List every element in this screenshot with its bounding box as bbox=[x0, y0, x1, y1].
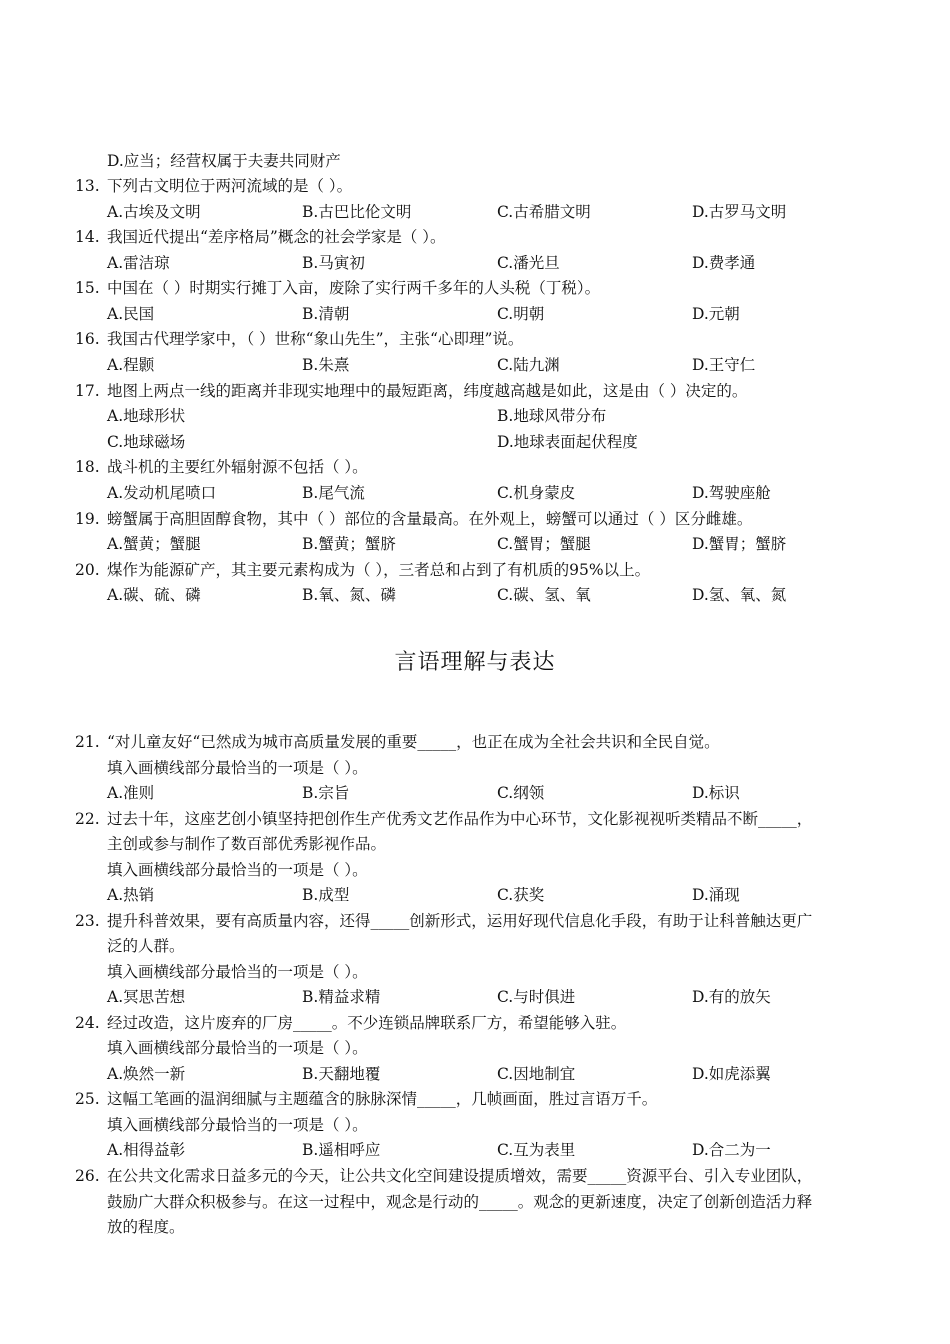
option-b: B.天翻地覆 bbox=[302, 1065, 381, 1083]
option-a: A.雷洁琼 bbox=[107, 254, 170, 272]
option-c: C.地球磁场 bbox=[107, 433, 186, 451]
question-number: 13. bbox=[75, 177, 100, 195]
option-c: C.古希腊文明 bbox=[497, 203, 591, 221]
option-d: D.费孝通 bbox=[692, 254, 756, 272]
question-stem: 提升科普效果，要有高质量内容，还得_____创新形式，运用好现代信息化手段，有助于让科普触达更广 bbox=[107, 912, 813, 930]
question-number: 14. bbox=[75, 228, 100, 246]
question-stem: 煤作为能源矿产，其主要元素构成为（ ），三者总和占到了有机质的95%以上。 bbox=[107, 561, 651, 579]
question-stem: 我国古代理学家中，（ ）世称“象山先生”，主张“心即理”说。 bbox=[107, 330, 524, 348]
option-a: A.蟹黄；蟹腿 bbox=[107, 535, 201, 553]
option-a: A.地球形状 bbox=[107, 407, 186, 425]
question-number: 18. bbox=[75, 458, 100, 476]
option-c: C.明朝 bbox=[497, 305, 545, 323]
option-a: A.相得益彰 bbox=[107, 1141, 186, 1159]
option-b: B.成型 bbox=[302, 886, 350, 904]
option-b: B.尾气流 bbox=[302, 484, 365, 502]
question-prompt: 填入画横线部分最恰当的一项是（ ）。 bbox=[107, 1039, 368, 1057]
option-a: A.碳、硫、磷 bbox=[107, 586, 201, 604]
option-d: D.如虎添翼 bbox=[692, 1065, 771, 1083]
question-number: 23. bbox=[75, 912, 100, 930]
question-stem: 过去十年，这座艺创小镇坚持把创作生产优秀文艺作品作为中心环节，文化影视视听类精品不断_____， bbox=[107, 810, 813, 828]
option-d: D.标识 bbox=[692, 784, 740, 802]
option-d: D.应当；经营权属于夫妻共同财产 bbox=[107, 152, 341, 170]
question-prompt: 填入画横线部分最恰当的一项是（ ）。 bbox=[107, 861, 368, 879]
option-d: D.合二为一 bbox=[692, 1141, 771, 1159]
question-number: 21. bbox=[75, 733, 100, 751]
option-c: C.与时俱进 bbox=[497, 988, 576, 1006]
question-prompt: 填入画横线部分最恰当的一项是（ ）。 bbox=[107, 1116, 368, 1134]
option-a: A.民国 bbox=[107, 305, 155, 323]
question-prompt: 填入画横线部分最恰当的一项是（ ）。 bbox=[107, 963, 368, 981]
option-c: C.碳、氢、氧 bbox=[497, 586, 591, 604]
question-stem: 在公共文化需求日益多元的今天，让公共文化空间建设提质增效，需要_____资源平台、引入专业团队， bbox=[107, 1167, 813, 1185]
option-b: B.地球风带分布 bbox=[497, 407, 607, 425]
option-b: B.氧、氮、磷 bbox=[302, 586, 396, 604]
option-c: C.因地制宜 bbox=[497, 1065, 576, 1083]
option-d: D.王守仁 bbox=[692, 356, 756, 374]
question-number: 25. bbox=[75, 1090, 100, 1108]
question-stem: 我国近代提出“差序格局”概念的社会学家是（ ）。 bbox=[107, 228, 446, 246]
question-stem: 螃蟹属于高胆固醇食物，其中（ ）部位的含量最高。在外观上，螃蟹可以通过（ ）区分雌雄。 bbox=[107, 510, 753, 528]
option-c: C.潘光旦 bbox=[497, 254, 560, 272]
option-a: A.准则 bbox=[107, 784, 155, 802]
question-stem: 经过改造，这片废弃的厂房_____。不少连锁品牌联系厂方，希望能够入驻。 bbox=[107, 1014, 627, 1032]
option-d: D.蟹胃；蟹脐 bbox=[692, 535, 787, 553]
option-a: A.焕然一新 bbox=[107, 1065, 186, 1083]
option-a: A.程颢 bbox=[107, 356, 155, 374]
option-d: D.涌现 bbox=[692, 886, 740, 904]
question-number: 17. bbox=[75, 382, 100, 400]
question-prompt: 填入画横线部分最恰当的一项是（ ）。 bbox=[107, 759, 368, 777]
option-c: C.纲领 bbox=[497, 784, 545, 802]
question-number: 19. bbox=[75, 510, 100, 528]
option-c: C.获奖 bbox=[497, 886, 545, 904]
option-b: B.马寅初 bbox=[302, 254, 365, 272]
question-stem: 这幅工笔画的温润细腻与主题蕴含的脉脉深情_____，几帧画面，胜过言语万千。 bbox=[107, 1090, 658, 1108]
option-a: A.热销 bbox=[107, 886, 155, 904]
option-c: C.陆九渊 bbox=[497, 356, 560, 374]
question-number: 16. bbox=[75, 330, 100, 348]
option-d: D.地球表面起伏程度 bbox=[497, 433, 638, 451]
option-c: C.互为表里 bbox=[497, 1141, 576, 1159]
option-d: D.氢、氧、氮 bbox=[692, 586, 787, 604]
option-a: A.冥思苦想 bbox=[107, 988, 186, 1006]
question-number: 26. bbox=[75, 1167, 100, 1185]
question-stem-continued: 鼓励广大群众积极参与。在这一过程中，观念是行动的_____。观念的更新速度，决定了创新创造活力释 bbox=[107, 1193, 813, 1211]
option-a: A.发动机尾喷口 bbox=[107, 484, 217, 502]
question-number: 22. bbox=[75, 810, 100, 828]
option-d: D.古罗马文明 bbox=[692, 203, 787, 221]
option-b: B.精益求精 bbox=[302, 988, 381, 1006]
option-b: B.遥相呼应 bbox=[302, 1141, 381, 1159]
option-a: A.古埃及文明 bbox=[107, 203, 201, 221]
question-stem: 地图上两点一线的距离并非现实地理中的最短距离，纬度越高越是如此，这是由（ ）决定的。 bbox=[107, 382, 748, 400]
question-stem: 下列古文明位于两河流域的是（ ）。 bbox=[107, 177, 353, 195]
option-b: B.清朝 bbox=[302, 305, 350, 323]
question-number: 15. bbox=[75, 279, 100, 297]
question-stem-continued: 主创或参与制作了数百部优秀影视作品。 bbox=[107, 835, 387, 853]
option-d: D.驾驶座舱 bbox=[692, 484, 771, 502]
option-c: C.蟹胃；蟹腿 bbox=[497, 535, 591, 553]
option-d: D.有的放矢 bbox=[692, 988, 771, 1006]
question-stem-continued: 泛的人群。 bbox=[107, 937, 185, 955]
option-b: B.朱熹 bbox=[302, 356, 350, 374]
section-title: 言语理解与表达 bbox=[394, 650, 556, 675]
option-d: D.元朝 bbox=[692, 305, 740, 323]
question-number: 24. bbox=[75, 1014, 100, 1032]
question-number: 20. bbox=[75, 561, 100, 579]
option-b: B.蟹黄；蟹脐 bbox=[302, 535, 396, 553]
question-stem: 中国在（ ）时期实行摊丁入亩，废除了实行两千多年的人头税（丁税）。 bbox=[107, 279, 601, 297]
question-stem-continued: 放的程度。 bbox=[107, 1218, 185, 1236]
question-stem: “对儿童友好“已然成为城市高质量发展的重要_____，也正在成为全社会共识和全民自觉。 bbox=[107, 733, 720, 751]
option-c: C.机身蒙皮 bbox=[497, 484, 576, 502]
question-stem: 战斗机的主要红外辐射源不包括（ ）。 bbox=[107, 458, 368, 476]
option-b: B.宗旨 bbox=[302, 784, 350, 802]
option-b: B.古巴比伦文明 bbox=[302, 203, 412, 221]
